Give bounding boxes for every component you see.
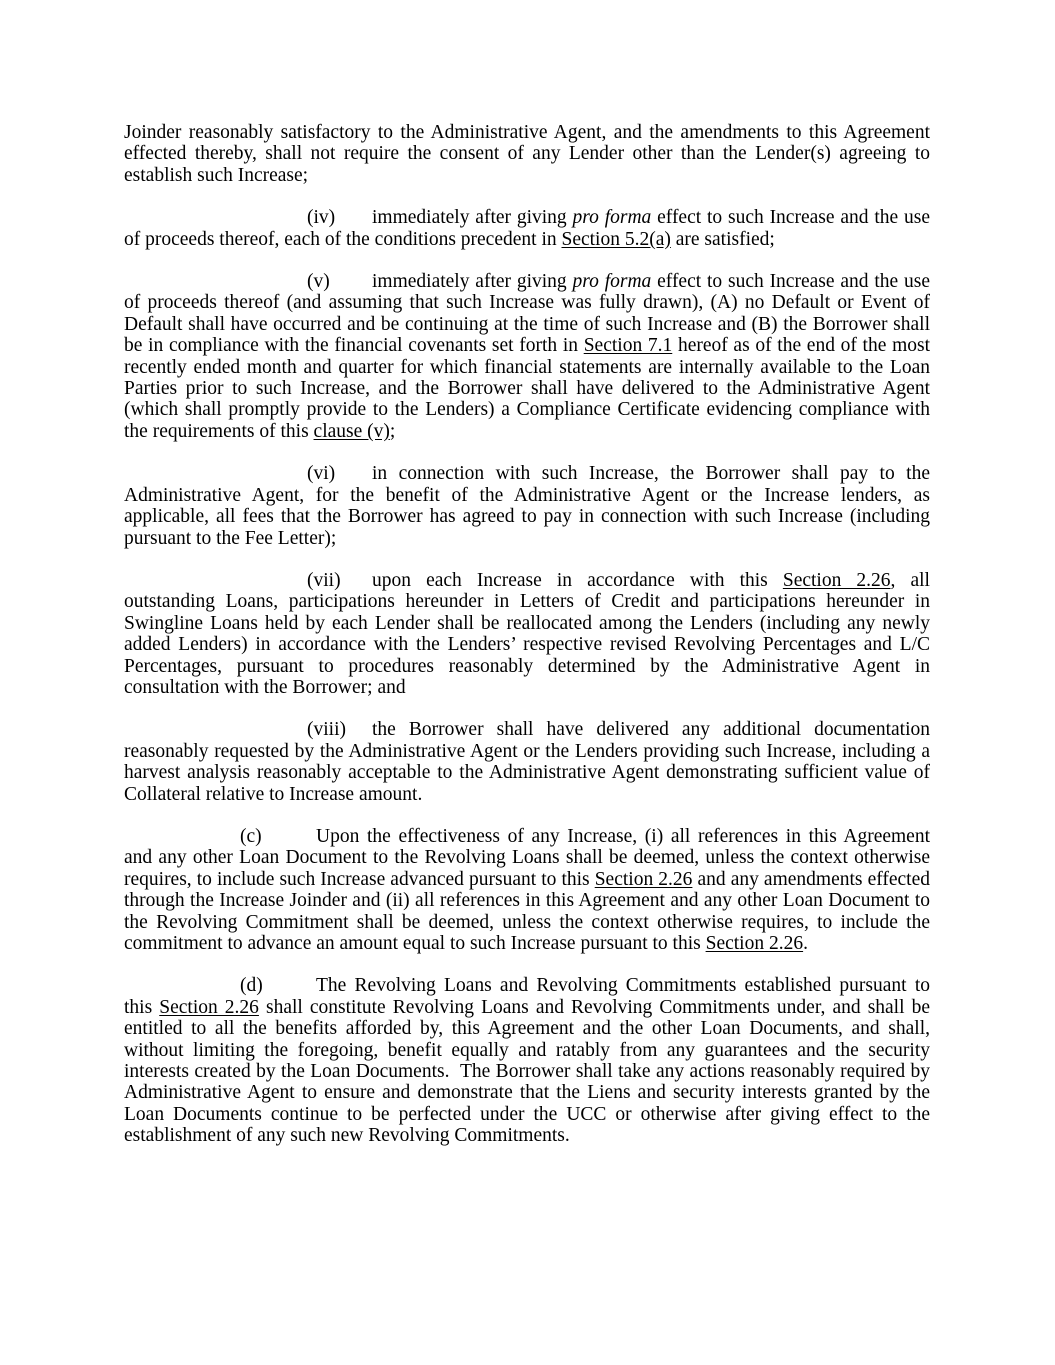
italic-text: pro forma bbox=[572, 271, 652, 293]
section-reference: clause (v) bbox=[313, 420, 390, 442]
body-text: The Revolving Loans and Revolving Commitments established pursuant to this bbox=[124, 975, 930, 1018]
paragraph bbox=[124, 271, 930, 442]
body-text: shall constitute Revolving Loans and Revolving Commitments under, and shall be entitled to all the benefits afforded by, this Agreement and the other Loan Documents, and shall, without limiting the foregoing, benefit equally and ratably from any guarantees and the security interests created by the Loan Documents. The Borrower shall take any actions reasonably required by Administrative Agent to ensure and demonstrate that the Liens and security interests granted by the Loan Documents continue to be perfected under the UCC or otherwise after giving effect to the establishment of any such new Revolving Commitments. bbox=[124, 996, 930, 1147]
paragraph bbox=[124, 719, 930, 805]
body-text: ; bbox=[389, 420, 396, 442]
paragraph bbox=[124, 122, 930, 186]
body-text: upon each Increase in accordance with this bbox=[372, 569, 783, 591]
paragraph bbox=[124, 975, 930, 1146]
section-reference: Section 2.26 bbox=[159, 996, 259, 1018]
body-text: , all outstanding Loans, participations hereunder in Letters of Credit and participations hereunder in Swingline Loans held by each Lender shall be reallocated among the Lenders (including any newly added Lenders) in accordance with the Lenders’ respective revised Revolving Percentages and L/C Percentages, pursuant to procedures reasonably determined by the Administrative Agent in consultation with the Borrower; and bbox=[124, 569, 930, 698]
body-text: the Borrower shall have delivered any additional documentation reasonably requested by the Administrative Agent or the Lenders providing such Increase, including a harvest analysis reasonably acceptable to the Administrative Agent demonstrating sufficient value of Collateral relative to Increase amount. bbox=[124, 719, 930, 805]
paragraph bbox=[124, 826, 930, 954]
clause-label: (iv) bbox=[307, 207, 336, 229]
clause-label: (c) bbox=[240, 825, 262, 847]
body-text: are satisfied; bbox=[670, 228, 775, 250]
clause-label: (vii) bbox=[307, 569, 341, 591]
body-text: in connection with such Increase, the Borrower shall pay to the Administrative Agent, for the benefit of the Administrative Agent or the Increase lenders, as applicable, all fees that the Borrower has agreed to pay in connection with such Increase (including pursuant to the Fee Letter); bbox=[124, 463, 930, 549]
body-text: and any amendments effected through the Increase Joinder and (ii) all references in this Agreement and any other Loan Document to the Revolving Commitment shall be deemed, unless the context otherwise requires, to include the commitment to advance an amount equal to such Increase pursuant to this bbox=[124, 868, 930, 954]
section-reference: Section 7.1 bbox=[583, 335, 673, 357]
body-text: effect to such Increase and the use of proceeds thereof, each of the conditions precedent in bbox=[124, 207, 930, 250]
section-reference: Section 2.26 bbox=[705, 933, 804, 954]
italic-text: pro forma bbox=[572, 207, 652, 229]
body-text: . bbox=[803, 933, 808, 954]
body-text: immediately after giving bbox=[372, 271, 573, 293]
section-reference: Section 2.26 bbox=[782, 569, 891, 591]
body-text: Joinder reasonably satisfactory to the Administrative Agent, and the amendments to this Agreement effected thereby, shall not require the consent of any Lender other than the Lender(s) agreeing to establish such Increase; bbox=[124, 122, 930, 186]
paragraph bbox=[124, 207, 930, 250]
body-text: immediately after giving bbox=[372, 207, 573, 229]
section-reference: Section 5.2(a) bbox=[561, 228, 671, 250]
section-reference: Section 2.26 bbox=[594, 868, 693, 890]
clause-label: (v) bbox=[307, 271, 330, 293]
body-text: effect to such Increase and the use of proceeds thereof (and assuming that such Increase was fully drawn), (A) no Default or Event of Default shall have occurred and be continuing at the time of such Increase and (B) the Borrower shall be in compliance with the financial covenants set forth in bbox=[124, 271, 930, 357]
body-text: Upon the effectiveness of any Increase, (i) all references in this Agreement and any other Loan Document to the Revolving Loans shall be deemed, unless the context otherwise requires, to include such Increase advanced pursuant to this bbox=[124, 825, 930, 890]
document-body bbox=[124, 122, 930, 1168]
paragraph bbox=[124, 463, 930, 549]
body-text: hereof as of the end of the most recently ended month and quarter for which financial statements are internally available to the Loan Parties prior to such Increase, and the Borrower shall have delivered to the Administrative Agent (which shall promptly provide to the Lenders) a Compliance Certificate evidencing compliance with the requirements of this bbox=[124, 335, 930, 442]
paragraph bbox=[124, 570, 930, 698]
clause-label: (vi) bbox=[307, 463, 336, 485]
clause-label: (viii) bbox=[307, 719, 346, 741]
clause-label: (d) bbox=[240, 975, 263, 997]
